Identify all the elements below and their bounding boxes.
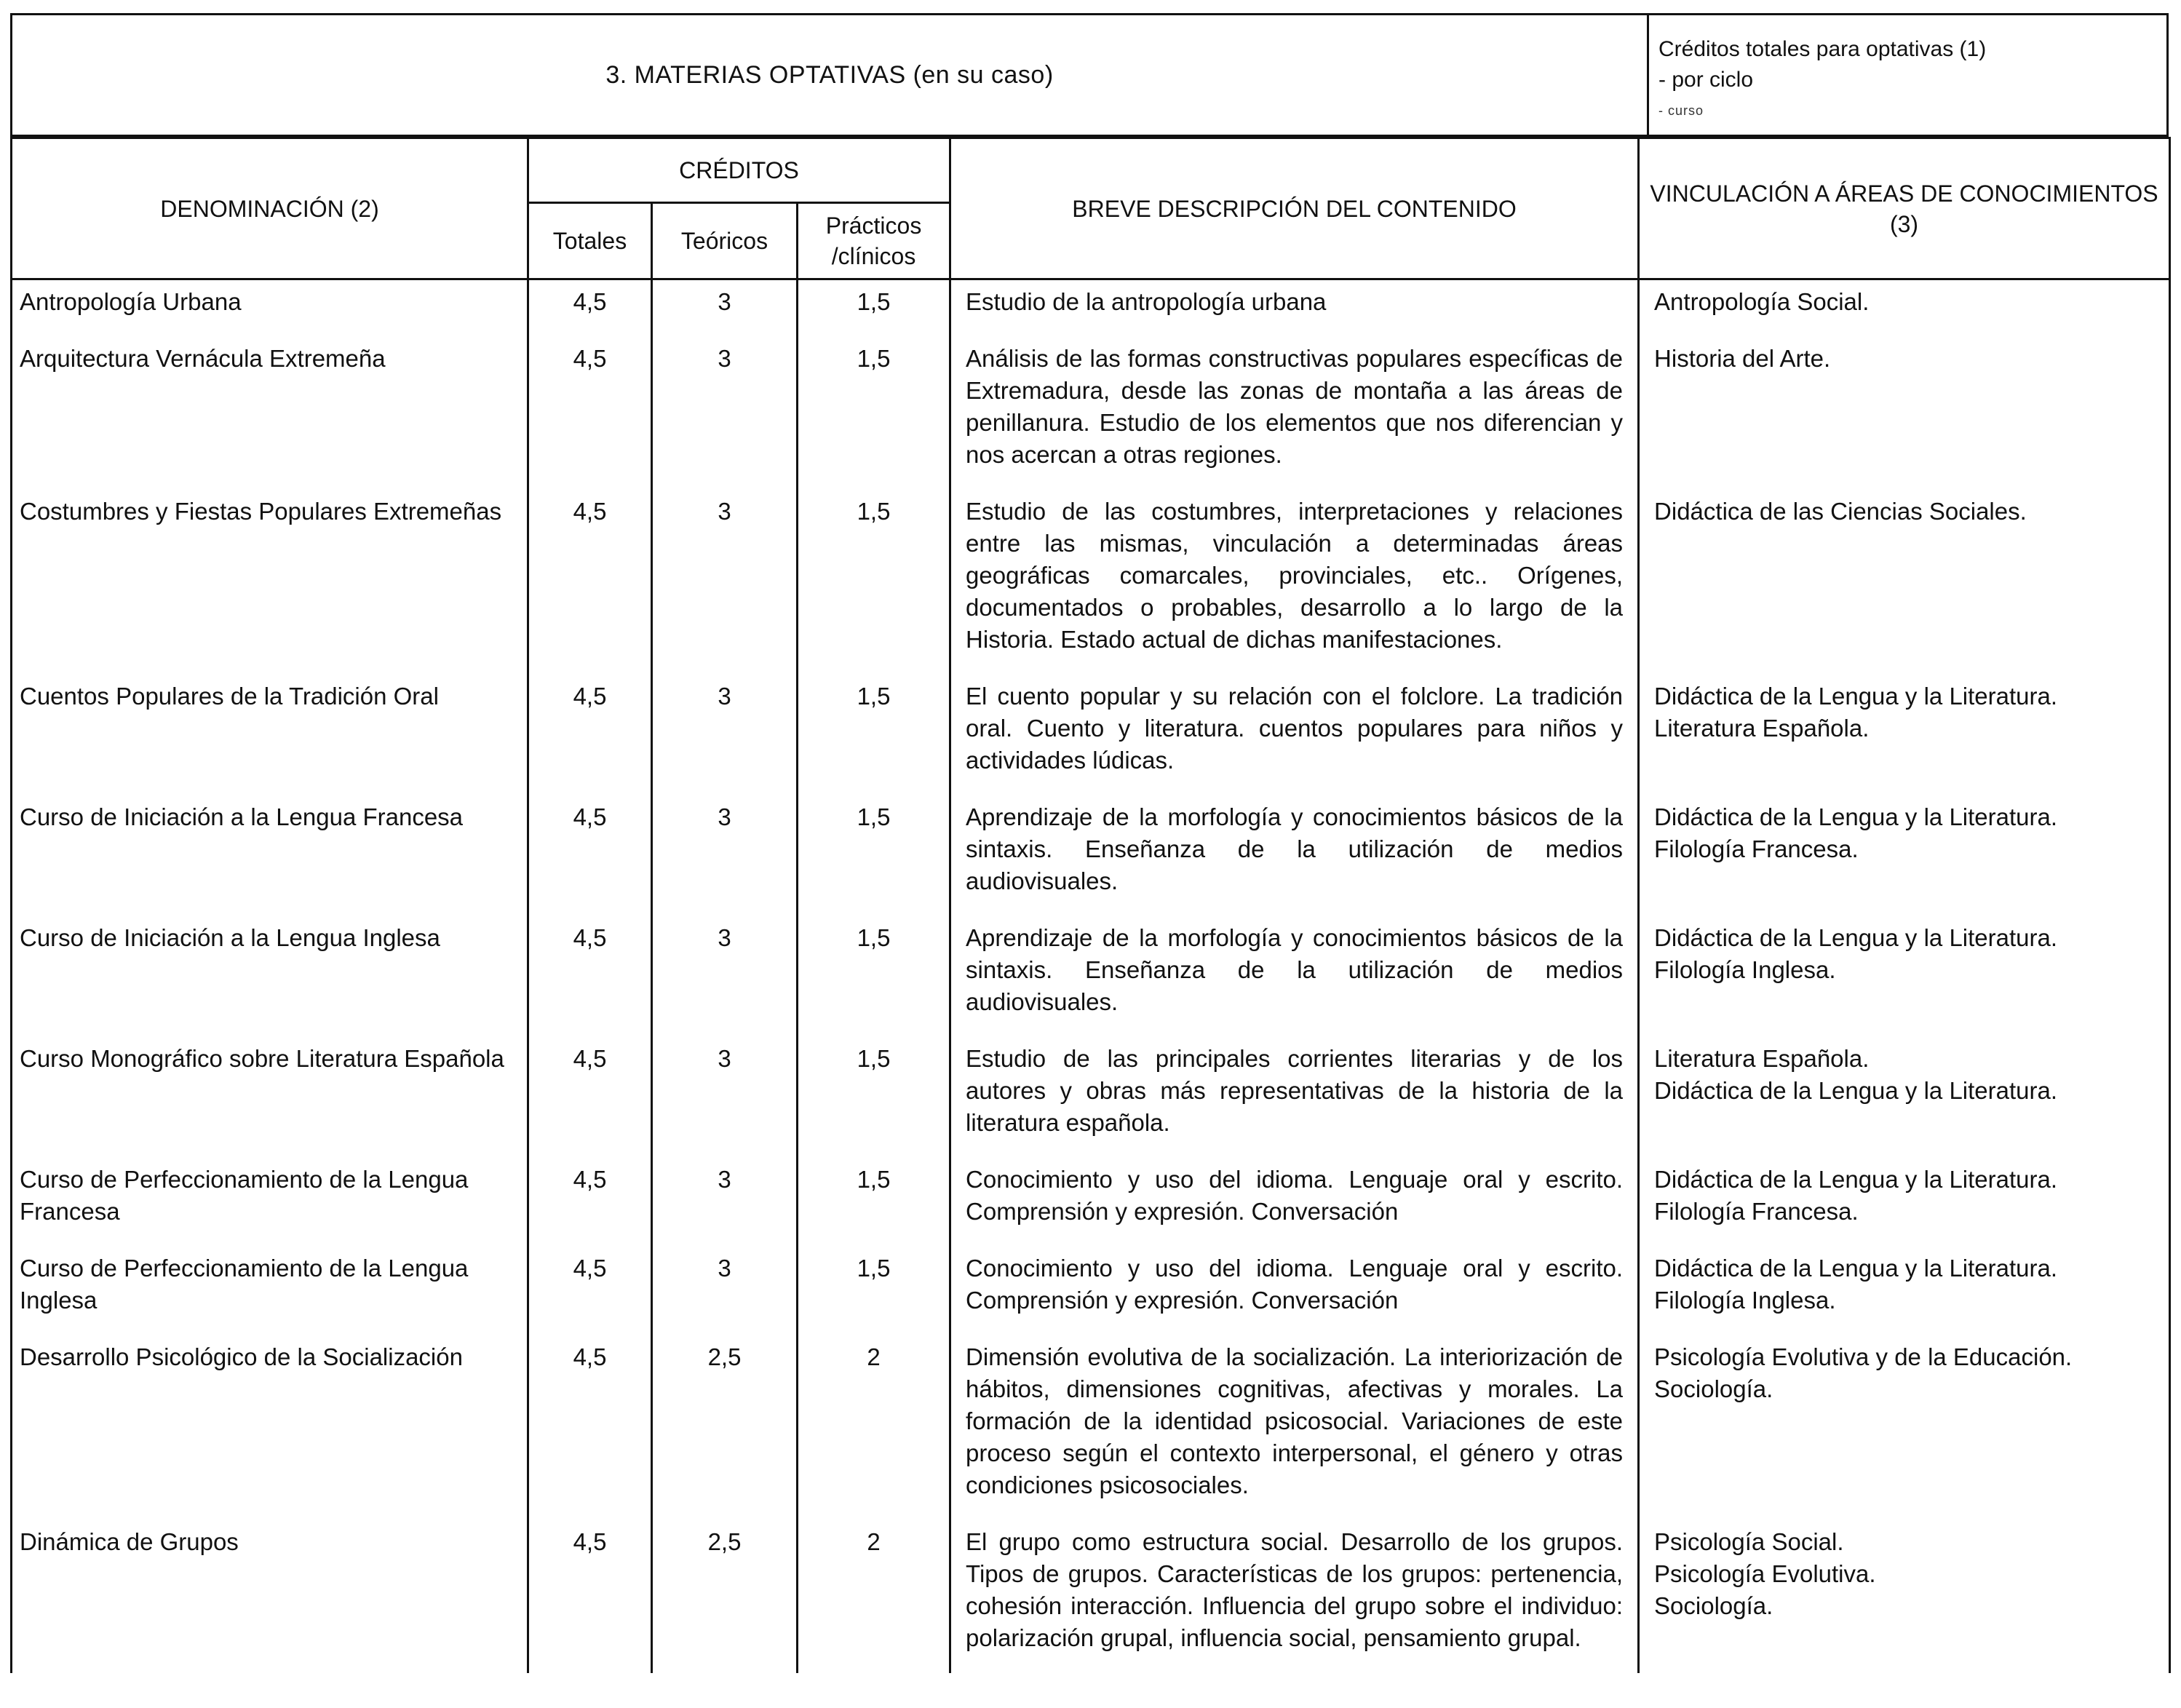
knowledge-area: Filología Francesa. (1654, 835, 1859, 862)
knowledge-areas (1639, 1037, 2170, 1158)
credits-theory: 3 (652, 1037, 798, 1158)
credits-practice: 1,5 (798, 916, 950, 1037)
credits-practice: 1,5 (798, 337, 950, 490)
knowledge-area: Psicología Social. (1654, 1528, 1844, 1555)
table-row (12, 1520, 2170, 1673)
subject-name: Curso de Perfeccionamiento de la Lengua Francesa (12, 1158, 528, 1247)
col-header-creditos: CRÉDITOS (528, 138, 950, 203)
credits-theory: 3 (652, 1158, 798, 1247)
knowledge-area: Didáctica de la Lengua y la Literatura. (1654, 1077, 2058, 1104)
subject-name: Antropología Urbana (12, 279, 528, 338)
subject-name: Curso de Iniciación a la Lengua Francesa (12, 795, 528, 916)
knowledge-area: Didáctica de la Lengua y la Literatura. (1654, 803, 2058, 830)
knowledge-area: Didáctica de la Lengua y la Literatura. (1654, 1255, 2058, 1282)
content-description: Aprendizaje de la morfología y conocimientos básicos de la sintaxis. Enseñanza de la utilización de medios audiovisuales. (950, 795, 1639, 916)
credits-total: 4,5 (528, 1247, 652, 1335)
subject-name: Costumbres y Fiestas Populares Extremeñas (12, 490, 528, 675)
knowledge-area: Literatura Española. (1654, 1045, 1870, 1072)
col-header-teoricos: Teóricos (652, 203, 798, 279)
knowledge-area: Filología Francesa. (1654, 1198, 1859, 1225)
credits-total: 4,5 (528, 1520, 652, 1673)
knowledge-area: Didáctica de las Ciencias Sociales. (1654, 498, 2027, 525)
knowledge-area: Filología Inglesa. (1654, 956, 1836, 983)
credits-total: 4,5 (528, 1037, 652, 1158)
subject-name: Desarrollo Psicológico de la Socialización (12, 1335, 528, 1520)
table-row (12, 795, 2170, 916)
per-course-label: - curso (1658, 103, 1704, 118)
credits-theory: 3 (652, 916, 798, 1037)
table-row (12, 1037, 2170, 1158)
credits-theory: 2,5 (652, 1335, 798, 1520)
credits-practice: 2 (798, 1335, 950, 1520)
col-header-vinculacion: VINCULACIÓN A ÁREAS DE CONOCIMIENTOS (3) (1639, 138, 2170, 279)
table-row (12, 1158, 2170, 1247)
knowledge-area: Sociología. (1654, 1375, 1773, 1402)
subject-name: Cuentos Populares de la Tradición Oral (12, 675, 528, 795)
credits-practice: 2 (798, 1520, 950, 1673)
table-row (12, 916, 2170, 1037)
knowledge-area: Sociología. (1654, 1592, 1773, 1619)
credits-theory: 3 (652, 675, 798, 795)
subject-name: Curso de Iniciación a la Lengua Inglesa (12, 916, 528, 1037)
table-row (12, 1335, 2170, 1520)
optional-credits-label: Créditos totales para optativas (1) (1658, 37, 1987, 61)
credits-practice: 1,5 (798, 1247, 950, 1335)
content-description: Conocimiento y uso del idioma. Lenguaje oral y escrito. Comprensión y expresión. Conversación (950, 1158, 1639, 1247)
knowledge-area: Antropología Social. (1654, 288, 1870, 315)
subject-name: Arquitectura Vernácula Extremeña (12, 337, 528, 490)
content-description: Conocimiento y uso del idioma. Lenguaje oral y escrito. Comprensión y expresión. Conversación (950, 1247, 1639, 1335)
credits-practice: 1,5 (798, 1158, 950, 1247)
optional-credits-note (1658, 34, 1986, 126)
knowledge-areas (1639, 1335, 2170, 1520)
knowledge-areas (1639, 1247, 2170, 1335)
knowledge-areas (1639, 490, 2170, 675)
knowledge-areas (1639, 675, 2170, 795)
content-description: Estudio de las principales corrientes literarias y de los autores y obras más representativas de la historia de la literatura española. (950, 1037, 1639, 1158)
content-description: Estudio de la antropología urbana (950, 279, 1639, 338)
credits-theory: 3 (652, 490, 798, 675)
credits-theory: 3 (652, 337, 798, 490)
credits-theory: 3 (652, 279, 798, 338)
optional-subjects-table (10, 137, 2171, 1673)
credits-practice: 1,5 (798, 675, 950, 795)
credits-theory: 3 (652, 1247, 798, 1335)
credits-total: 4,5 (528, 1335, 652, 1520)
credits-theory: 3 (652, 795, 798, 916)
credits-practice: 1,5 (798, 490, 950, 675)
knowledge-area: Didáctica de la Lengua y la Literatura. (1654, 1166, 2058, 1193)
col-header-descripcion: BREVE DESCRIPCIÓN DEL CONTENIDO (950, 138, 1639, 279)
credits-practice: 1,5 (798, 1037, 950, 1158)
credits-total: 4,5 (528, 916, 652, 1037)
section-title: 3. MATERIAS OPTATIVAS (en su caso) (605, 60, 1054, 89)
credits-practice: 1,5 (798, 279, 950, 338)
content-description: Estudio de las costumbres, interpretaciones y relaciones entre las mismas, vinculación a determinadas áreas geográficas comarcales, provinciales, etc.. Orígenes, documentados o probables, desarrollo a lo largo de la Historia. Estado actual de dichas manifestaciones. (950, 490, 1639, 675)
content-description: El grupo como estructura social. Desarrollo de los grupos. Tipos de grupos. Características de los grupos: pertenencia, cohesión interacción. Influencia del grupo sobre el individuo: polarización grupal, influencia social, pensamiento grupal. (950, 1520, 1639, 1673)
knowledge-area: Didáctica de la Lengua y la Literatura. (1654, 683, 2058, 710)
credits-total: 4,5 (528, 337, 652, 490)
subject-name: Dinámica de Grupos (12, 1520, 528, 1673)
knowledge-area: Filología Inglesa. (1654, 1287, 1836, 1314)
knowledge-area: Didáctica de la Lengua y la Literatura. (1654, 924, 2058, 951)
knowledge-areas (1639, 916, 2170, 1037)
content-description: Dimensión evolutiva de la socialización. La interiorización de hábitos, dimensiones cognitivas, afectivas y morales. La formación de la identidad psicosocial. Variaciones de este proceso según el contexto interpersonal, el género y otras condiciones psicosociales. (950, 1335, 1639, 1520)
knowledge-area: Literatura Española. (1654, 715, 1870, 742)
knowledge-areas (1639, 1520, 2170, 1673)
table-row (12, 490, 2170, 675)
credits-total: 4,5 (528, 490, 652, 675)
knowledge-areas (1639, 1158, 2170, 1247)
credits-practice: 1,5 (798, 795, 950, 916)
knowledge-areas (1639, 337, 2170, 490)
col-header-denominacion: DENOMINACIÓN (2) (12, 138, 528, 279)
credits-total: 4,5 (528, 795, 652, 916)
content-description: Aprendizaje de la morfología y conocimientos básicos de la sintaxis. Enseñanza de la utilización de medios audiovisuales. (950, 916, 1639, 1037)
subject-name: Curso Monográfico sobre Literatura Española (12, 1037, 528, 1158)
table-row (12, 337, 2170, 490)
section-header-box (10, 13, 2169, 137)
credits-theory: 2,5 (652, 1520, 798, 1673)
table-row (12, 1247, 2170, 1335)
subject-name: Curso de Perfeccionamiento de la Lengua Inglesa (12, 1247, 528, 1335)
per-cycle-label: - por ciclo (1658, 68, 1754, 92)
knowledge-area: Psicología Evolutiva y de la Educación. (1654, 1343, 2073, 1370)
header-divider (1647, 15, 1649, 135)
knowledge-area: Historia del Arte. (1654, 345, 1831, 372)
content-description: El cuento popular y su relación con el folclore. La tradición oral. Cuento y literatura. cuentos populares para niños y actividades lúdicas. (950, 675, 1639, 795)
credits-total: 4,5 (528, 1158, 652, 1247)
credits-total: 4,5 (528, 279, 652, 338)
table-row (12, 279, 2170, 338)
credits-total: 4,5 (528, 675, 652, 795)
table-row (12, 675, 2170, 795)
knowledge-area: Psicología Evolutiva. (1654, 1560, 1876, 1587)
content-description: Análisis de las formas constructivas populares específicas de Extremadura, desde las zonas de montaña a las áreas de penillanura. Estudio de los elementos que nos diferencian y nos acercan a otras regiones. (950, 337, 1639, 490)
knowledge-areas (1639, 795, 2170, 916)
col-header-totales: Totales (528, 203, 652, 279)
knowledge-areas (1639, 279, 2170, 338)
col-header-practicos: Prácticos /clínicos (798, 203, 950, 279)
